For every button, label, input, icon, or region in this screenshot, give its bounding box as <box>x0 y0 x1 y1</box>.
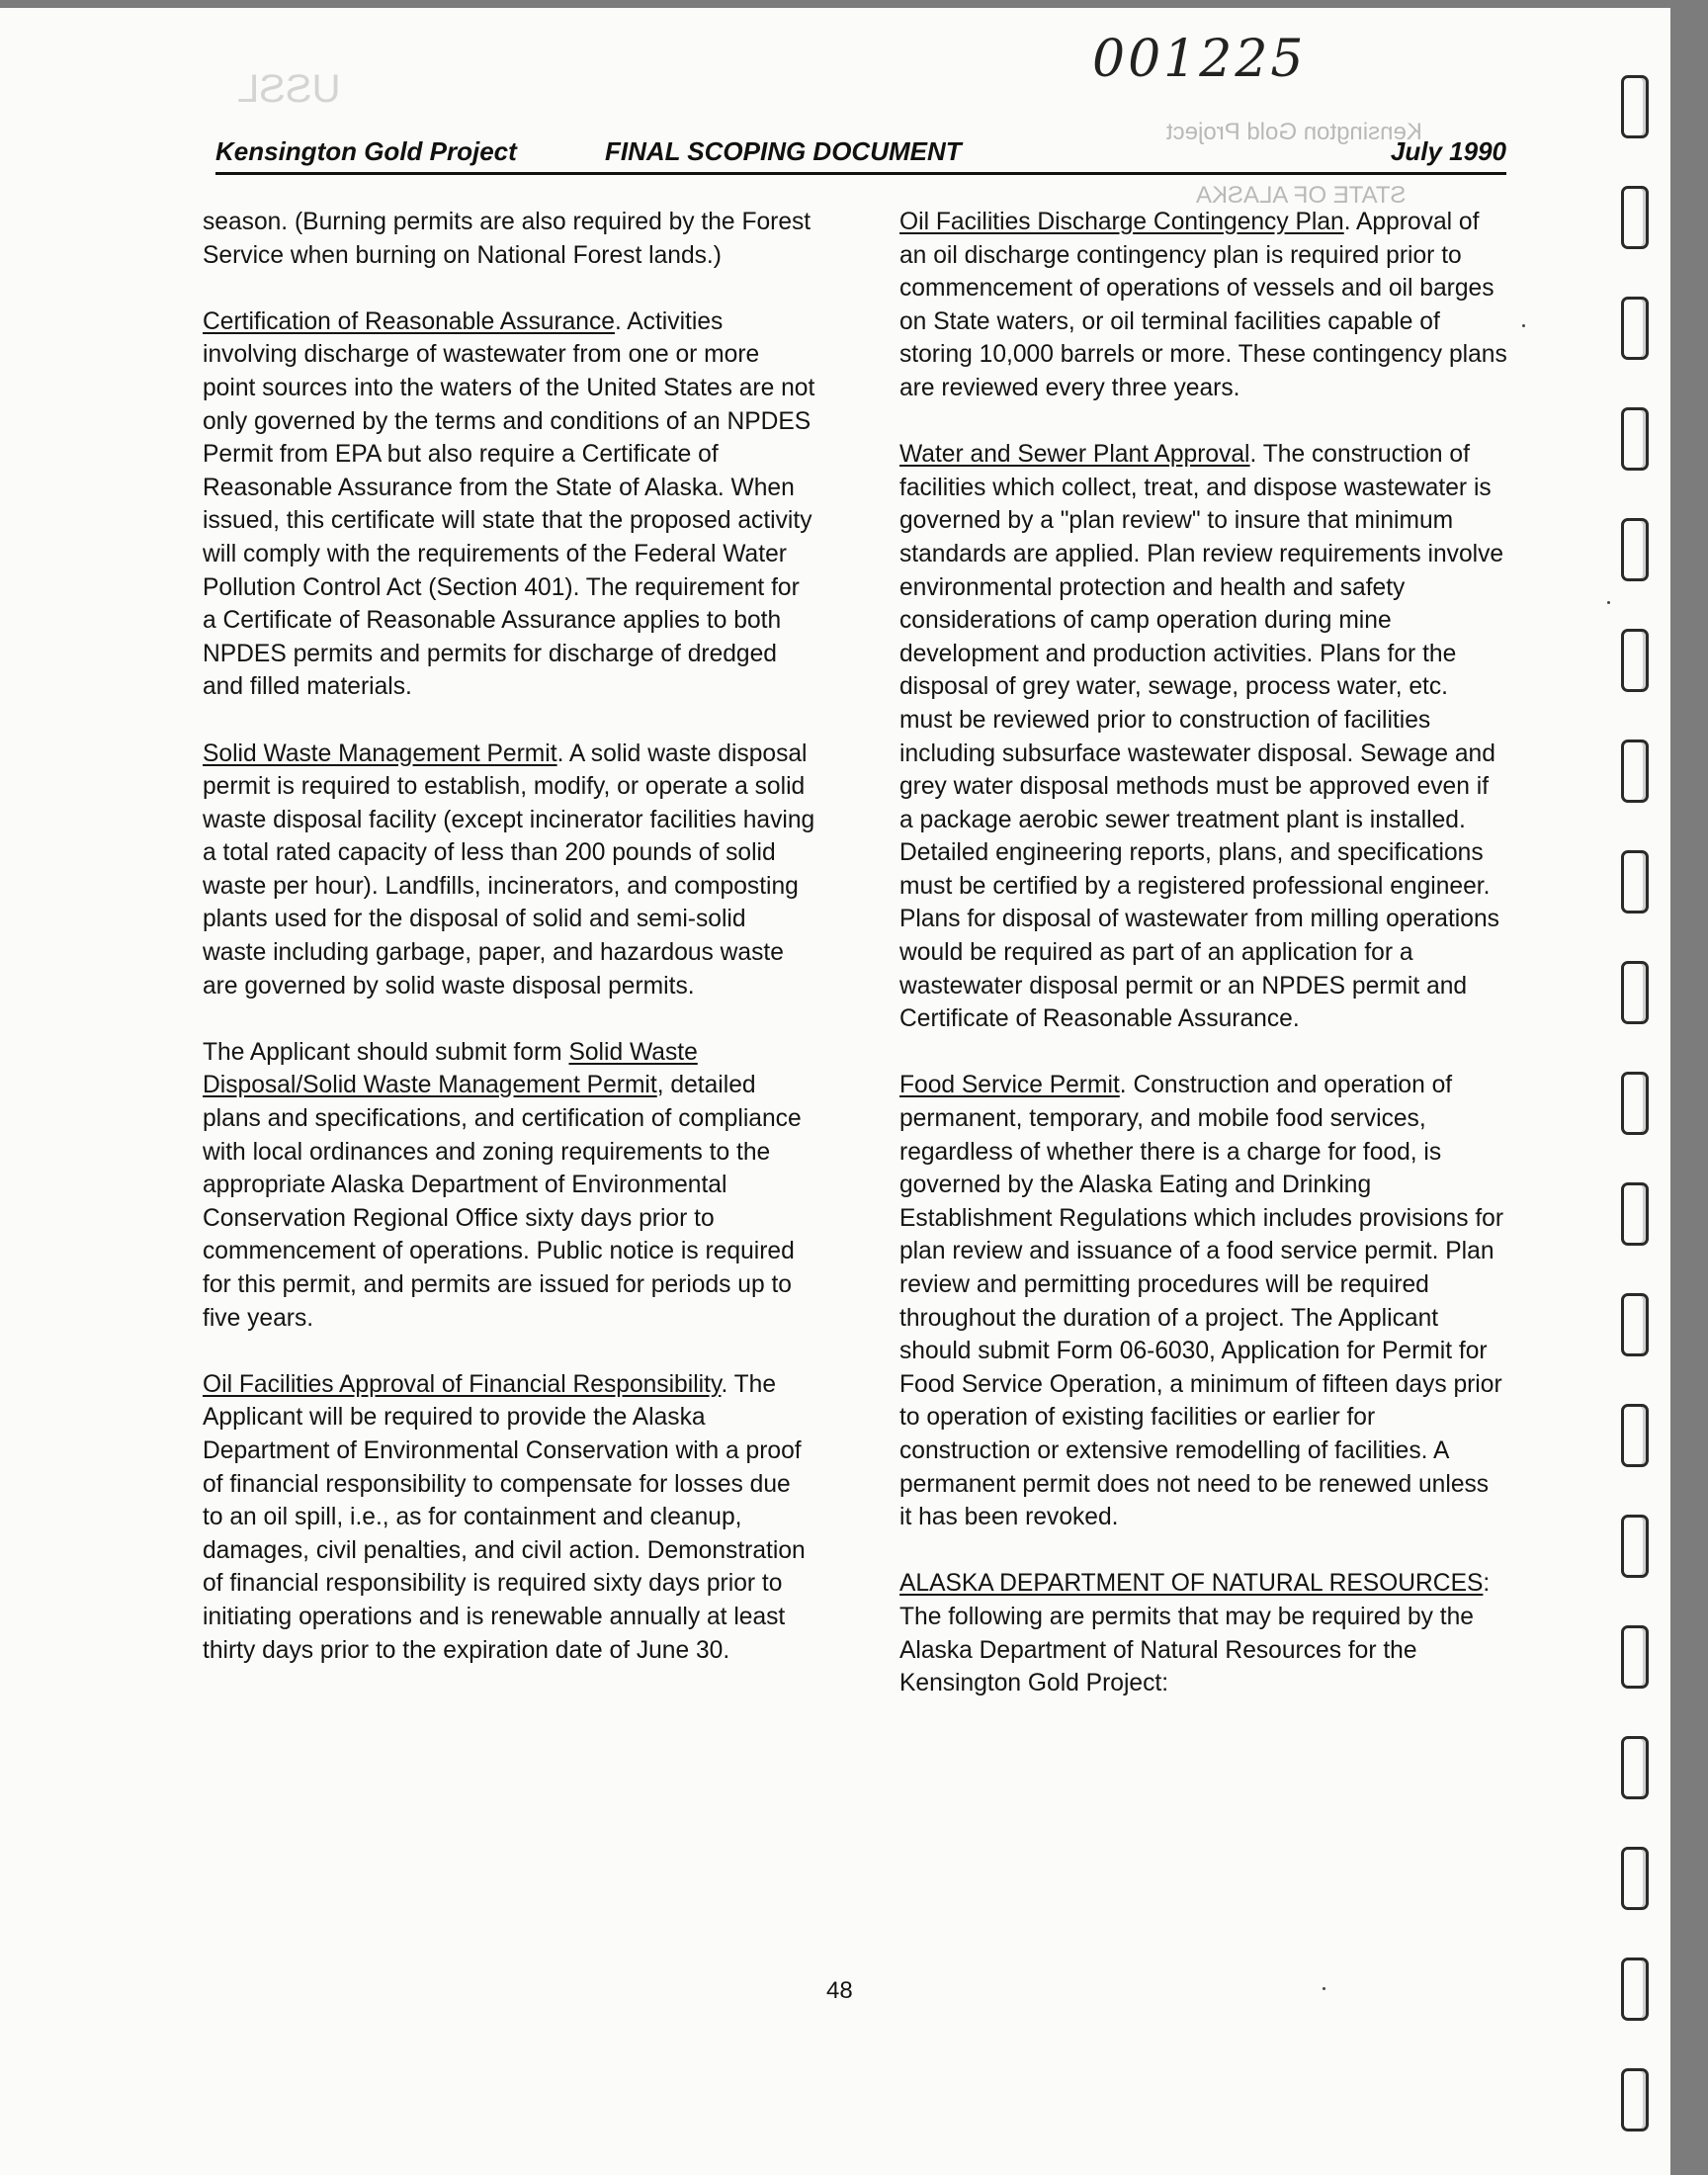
paragraph-solid-waste-submission <box>203 1036 815 1335</box>
binder-hole <box>1621 1182 1649 1246</box>
binder-hole <box>1621 518 1649 581</box>
scan-speck <box>1323 1987 1325 1990</box>
heading-solid-waste-form: Solid Waste Disposal/Solid Waste Management Permit <box>203 1038 698 1099</box>
binder-hole <box>1621 1404 1649 1467</box>
paragraph-water-sewer <box>899 438 1507 1036</box>
body-solid-waste-submission: , detailed plans and specifications, and certification of compliance with local ordinances and zoning requirements to the appropriate Alaska Department of Environmental Conservation Regional Office sixty days prior to commencement of operations. Public notice is required for this permit, and permits are issued for periods up to five years. <box>203 1072 802 1332</box>
binder-hole <box>1621 407 1649 471</box>
heading-water-sewer: Water and Sewer Plant Approval <box>899 441 1250 469</box>
left-column <box>203 206 815 1700</box>
body-reasonable-assurance: . Activities involving discharge of wastewater from one or more point sources into the waters of the United States are not only governed by the terms and conditions of an NPDES Permit from EPA but also require a Certificate of Reasonable Assurance from the State of Alaska. When issued, this certificate will state that the proposed activity will comply with the requirements of the Federal Water Pollution Control Act (Section 401). The requirement for a Certificate of Reasonable Assurance applies to both NPDES permits and permits for discharge of dredged and filled materials. <box>203 307 815 701</box>
heading-financial-responsibility: Oil Facilities Approval of Financial Responsibility <box>203 1370 722 1398</box>
binder-hole <box>1621 740 1649 803</box>
paragraph-financial-responsibility <box>203 1368 815 1667</box>
binder-hole <box>1621 1847 1649 1910</box>
bleed-through-text: STATE OF ALASKA <box>1196 182 1407 209</box>
paragraph-natural-resources <box>899 1567 1507 1699</box>
heading-solid-waste-permit: Solid Waste Management Permit <box>203 740 557 767</box>
binder-hole <box>1621 1293 1649 1356</box>
binder-hole <box>1621 2068 1649 2132</box>
binder-hole <box>1621 850 1649 914</box>
body-contingency-plan: . Approval of an oil discharge contingency plan is required prior to commencement of operations of vessels and oil barges on State waters, or oil terminal facilities capable of storing 10,000 barrels or more. These contingency plans are reviewed every three years. <box>899 209 1507 401</box>
body-food-service: . Construction and operation of permanent, temporary, and mobile food services, regardless of whether there is a charge for food, is governed by the Alaska Eating and Drinking Establishment Regulations which includes provisions for plan review and issuance of a food service permit. Plan review and permitting procedures will be required throughout the duration of a project. The Applicant should submit Form 06-6030, Application for Permit for Food Service Operation, a minimum of fifteen days prior to operation of existing facilities or earlier for construction or extensive remodelling of facilities. A permanent permit does not need to be renewed unless it has been revoked. <box>899 1072 1504 1531</box>
binder-hole <box>1621 75 1649 138</box>
heading-food-service: Food Service Permit <box>899 1072 1120 1099</box>
heading-natural-resources: ALASKA DEPARTMENT OF NATURAL RESOURCES <box>899 1570 1484 1598</box>
scan-speck <box>1522 324 1525 327</box>
scan-speck <box>1607 601 1610 604</box>
header-date: July 1990 <box>1390 136 1506 166</box>
page-number: 48 <box>826 1977 853 2004</box>
running-header <box>215 132 1506 175</box>
bleed-through-text: USSL <box>237 67 341 111</box>
bleed-through-text: Kensington Gold Project <box>1166 119 1422 145</box>
lead-solid-waste-submission: The Applicant should submit form <box>203 1038 569 1066</box>
heading-contingency-plan: Oil Facilities Discharge Contingency Plan <box>899 209 1344 235</box>
binder-hole <box>1621 186 1649 249</box>
binder-hole <box>1621 1958 1649 2021</box>
paragraph-food-service <box>899 1069 1507 1533</box>
binder-hole <box>1621 1072 1649 1135</box>
right-column <box>899 206 1507 1733</box>
header-project-name: Kensington Gold Project <box>215 136 517 166</box>
paragraph-burning-permits: season. (Burning permits are also required by the Forest Service when burning on National Forest lands.) <box>203 209 811 269</box>
paragraph-contingency-plan <box>899 206 1507 405</box>
binder-hole <box>1621 1736 1649 1799</box>
paragraph-reasonable-assurance <box>203 305 815 704</box>
binder-hole <box>1621 961 1649 1024</box>
binder-hole <box>1621 629 1649 692</box>
heading-reasonable-assurance: Certification of Reasonable Assurance <box>203 307 615 335</box>
paragraph-solid-waste-permit <box>203 738 815 1003</box>
handwritten-document-number: 001225 <box>1092 30 1307 89</box>
binder-hole <box>1621 1515 1649 1578</box>
body-natural-resources: : The following are permits that may be required by the Alaska Department of Natural Resources for the Kensington Gold Project: <box>899 1570 1491 1697</box>
body-financial-responsibility: . The Applicant will be required to provide the Alaska Department of Environmental Conservation with a proof of financial responsibility to compensate for losses due to an oil spill, i.e., as for containment and cleanup, damages, civil penalties, and civil action. Demonstration of financial responsibility is required sixty days prior to initiating operations and is renewable annually at least thirty days prior to the expiration date of June 30. <box>203 1370 806 1664</box>
body-water-sewer: . The construction of facilities which collect, treat, and dispose wastewater is governed by a "plan review" to insure that minimum standards are applied. Plan review requirements involve environmental protection and health and safety considerations of camp operation during mine development and production activities. Plans for the disposal of grey water, sewage, process water, etc. must be reviewed prior to construction of facilities including subsurface wastewater disposal. Sewage and grey water disposal methods must be approved even if a package aerobic sewer treatment plant is installed. Detailed engineering reports, plans, and specifications must be certified by a registered professional engineer. Plans for disposal of wastewater from milling operations would be required as part of an application for a wastewater disposal permit or an NPDES permit and Certificate of Reasonable Assurance. <box>899 441 1504 1033</box>
body-solid-waste-permit: . A solid waste disposal permit is required to establish, modify, or operate a solid waste disposal facility (except incinerator facilities having a total rated capacity of less than 200 pounds of solid waste per hour). Landfills, incinerators, and composting plants used for the disposal of solid and semi-solid waste including garbage, paper, and hazardous waste are governed by solid waste disposal permits. <box>203 740 815 1000</box>
document-page <box>0 8 1670 2175</box>
binder-hole <box>1621 297 1649 360</box>
header-document-title: FINAL SCOPING DOCUMENT <box>605 136 962 166</box>
binder-hole <box>1621 1625 1649 1689</box>
